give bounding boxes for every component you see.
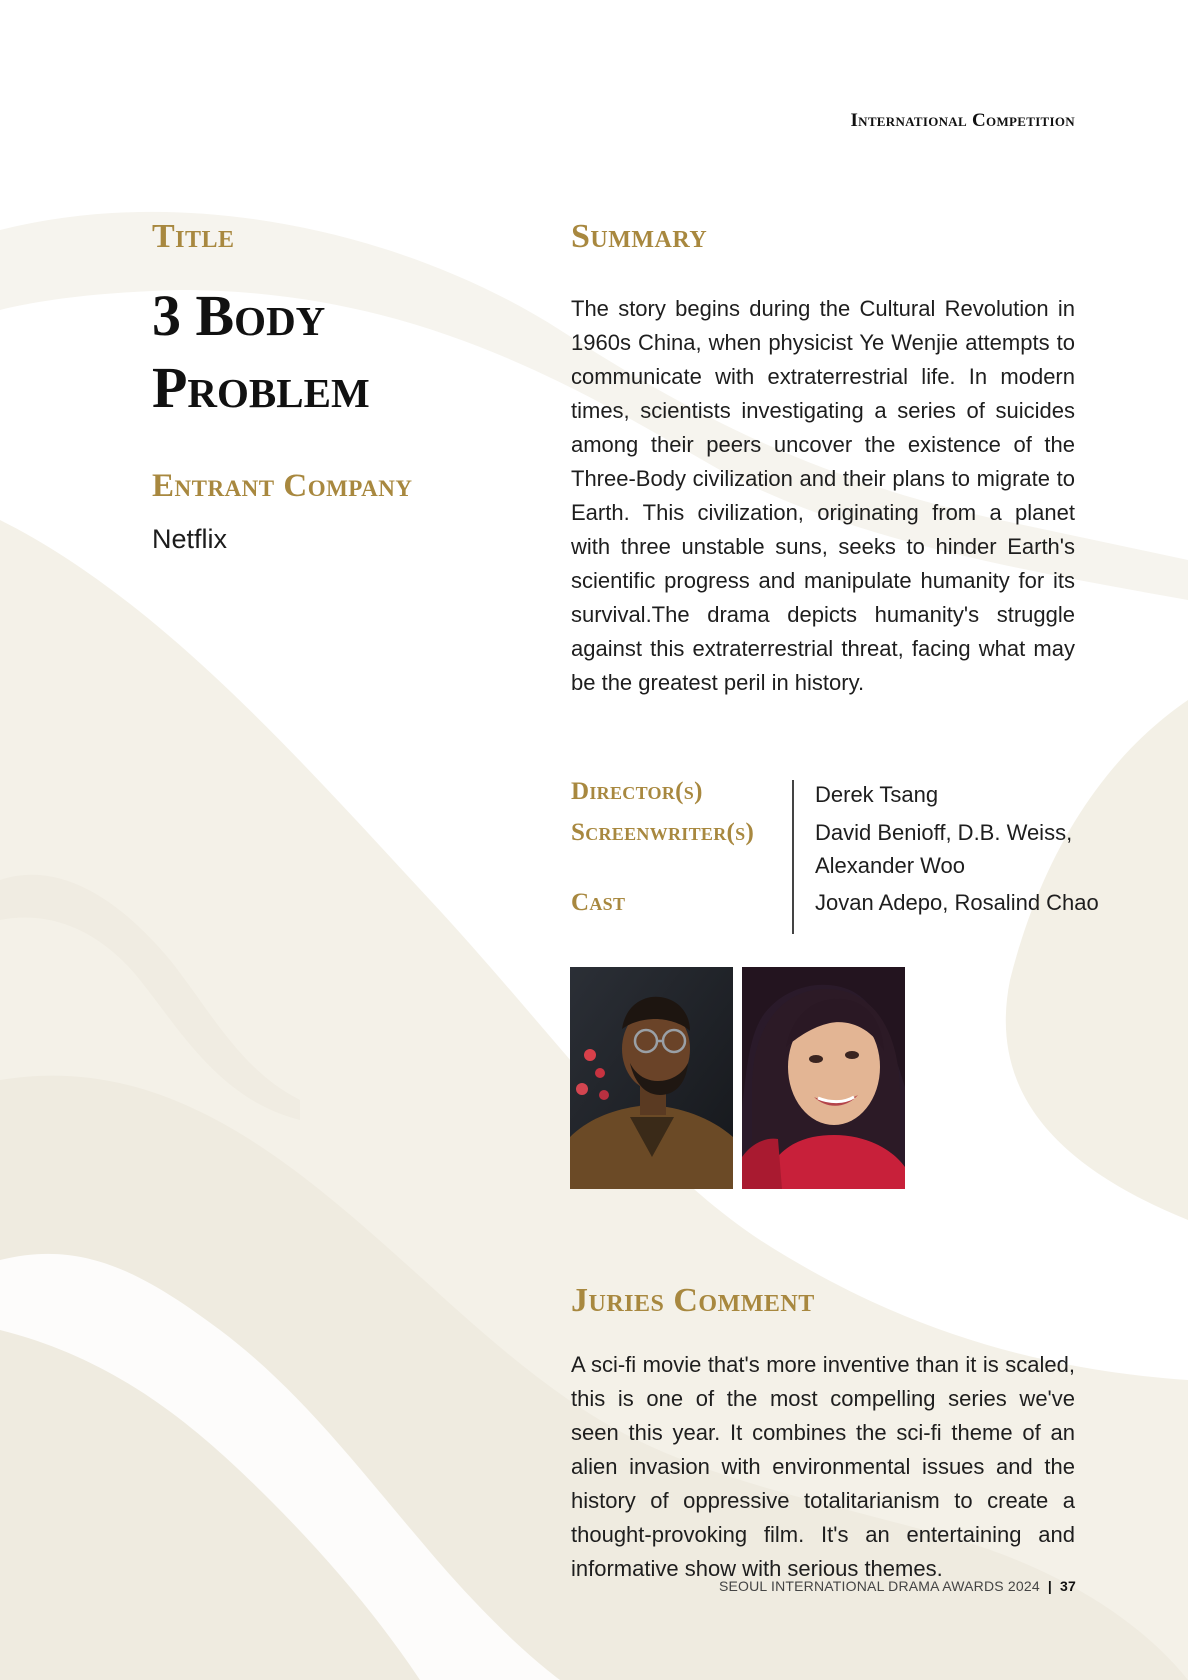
- director-value: Derek Tsang: [815, 782, 939, 807]
- juries-comment-label: Juries Comment: [571, 1282, 815, 1319]
- footer-separator: |: [1047, 1578, 1053, 1594]
- juries-comment-text: A sci-fi movie that's more inventive than it is scaled, this is one of the most compelling series we've seen this year. It combines the sci-fi theme of an alien invasion with environmental issues and the history of oppressive totalitarianism to create a thought-provoking film. It's an entertaining and informative show with serious themes.: [571, 1352, 1075, 1581]
- summary-text: The story begins during the Cultural Revolution in 1960s China, when physicist Ye Wenjie attempts to communicate with extraterrestrial life. In modern times, scientists investigating a series of suicides among their peers uncover the existence of the Three-Body civilization and their plans to migrate to Earth. This civilization, originating from a planet with three unstable suns, seeks to hinder Earth's scientific progress and manipulate humanity for its survival.The drama depicts humanity's struggle against this extraterrestrial threat, facing what may be the greatest peril in history.: [571, 296, 1075, 695]
- page-number: 37: [1060, 1578, 1076, 1594]
- show-title: [152, 280, 512, 424]
- screenwriter-label: Screenwriter(s): [571, 819, 755, 846]
- summary-label: Summary: [571, 218, 708, 255]
- show-title-line-2: Problem: [152, 355, 370, 420]
- entrant-company-label: Entrant Company: [152, 468, 413, 504]
- entrant-company-value: Netflix: [152, 524, 228, 554]
- show-title-line-1: 3 Body: [152, 283, 326, 348]
- cast-photo-jovan-adepo: [570, 967, 733, 1189]
- credits-divider: [792, 780, 794, 934]
- cast-photo-rosalind-chao: [742, 967, 905, 1189]
- credits-block: [571, 778, 1111, 934]
- cast-label: Cast: [571, 889, 626, 916]
- title-label: Title: [152, 218, 235, 255]
- portrait-female-actor-icon: [742, 967, 905, 1189]
- cast-value: Jovan Adepo, Rosalind Chao: [815, 890, 1099, 915]
- section-header: International Competition: [850, 110, 1075, 131]
- director-label: Director(s): [571, 778, 703, 805]
- portrait-male-actor-icon: [570, 967, 733, 1189]
- page-footer: [719, 1578, 1076, 1594]
- publication-name: SEOUL INTERNATIONAL DRAMA AWARDS 2024: [718, 1578, 1040, 1594]
- screenwriter-value: David Benioff, D.B. Weiss, Alexander Woo: [815, 820, 1073, 878]
